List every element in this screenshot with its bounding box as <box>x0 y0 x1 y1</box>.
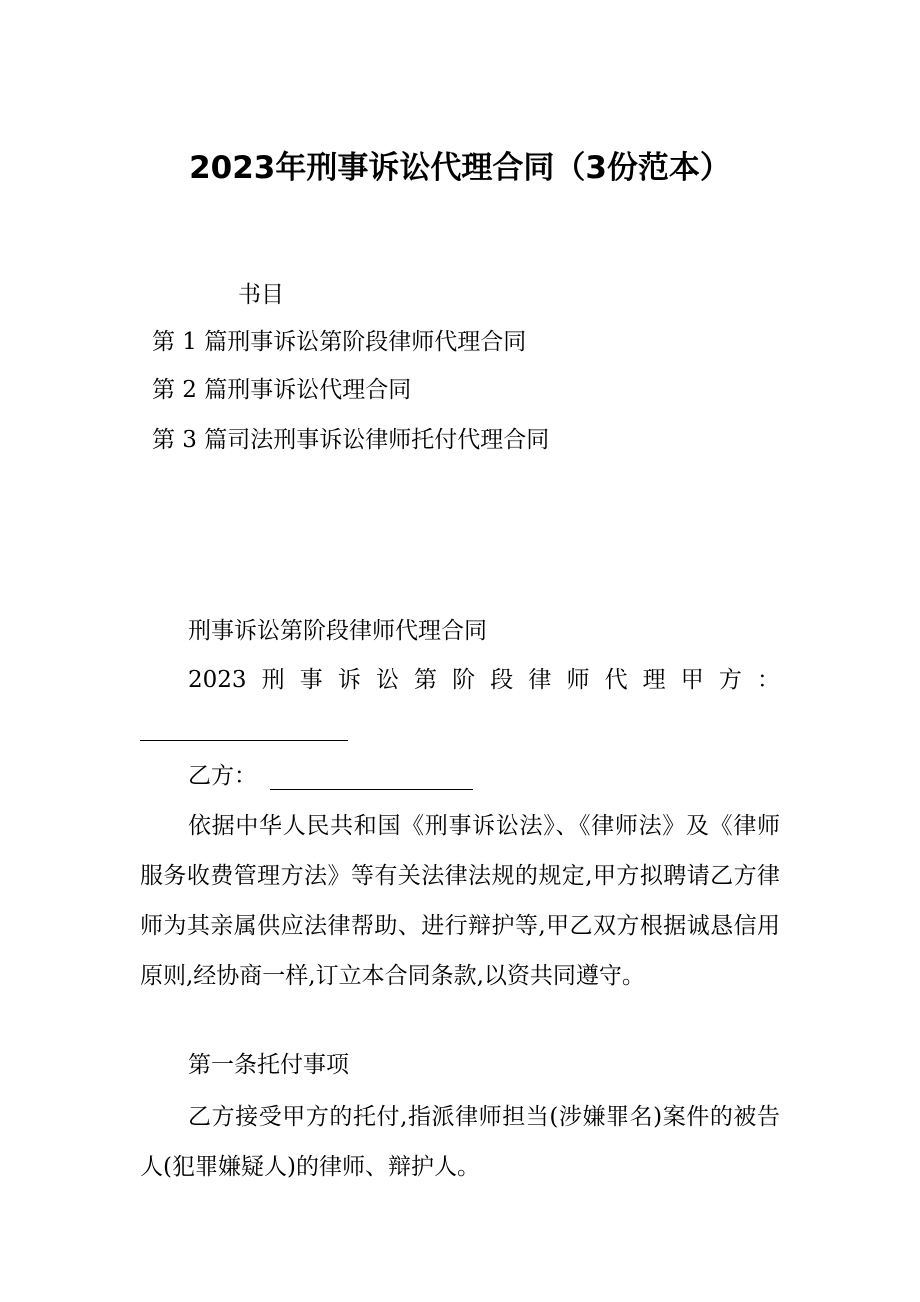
toc-heading: 书目 <box>238 282 284 308</box>
contract-heading: 刑事诉讼第阶段律师代理合同 <box>188 618 487 644</box>
toc-item-2: 第 2 篇刑事诉讼代理合同 <box>152 377 412 403</box>
party-a-line: 2023刑事诉讼第阶段律师代理甲方： <box>188 667 780 693</box>
party-b-blank-line <box>270 789 473 790</box>
intro-paragraph: 依据中华人民共和国《刑事诉讼法》、《律师法》及《律师服务收费管理方法》等有关法律法规的规定,甲方拟聘请乙方律师为其亲属供应法律帮助、进行辩护等,甲乙双方根据诚恳信用原则,经协商一样,订立本合同条款,以资共同遵守。 <box>140 813 780 989</box>
clause-1-text: 乙方接受甲方的托付,指派律师担当(涉嫌罪名)案件的被告人(犯罪嫌疑人)的律师、辩护人。 <box>140 1104 780 1180</box>
party-b-label: 乙方： <box>188 763 257 789</box>
clause-1-heading: 第一条托付事项 <box>188 1052 349 1078</box>
party-a-blank-line <box>140 740 348 741</box>
toc-item-1: 第 1 篇刑事诉讼第阶段律师代理合同 <box>152 329 527 355</box>
toc-item-3: 第 3 篇司法刑事诉讼律师托付代理合同 <box>152 427 550 453</box>
document-title: 2023年刑事诉讼代理合同（3份范本） <box>189 150 731 186</box>
